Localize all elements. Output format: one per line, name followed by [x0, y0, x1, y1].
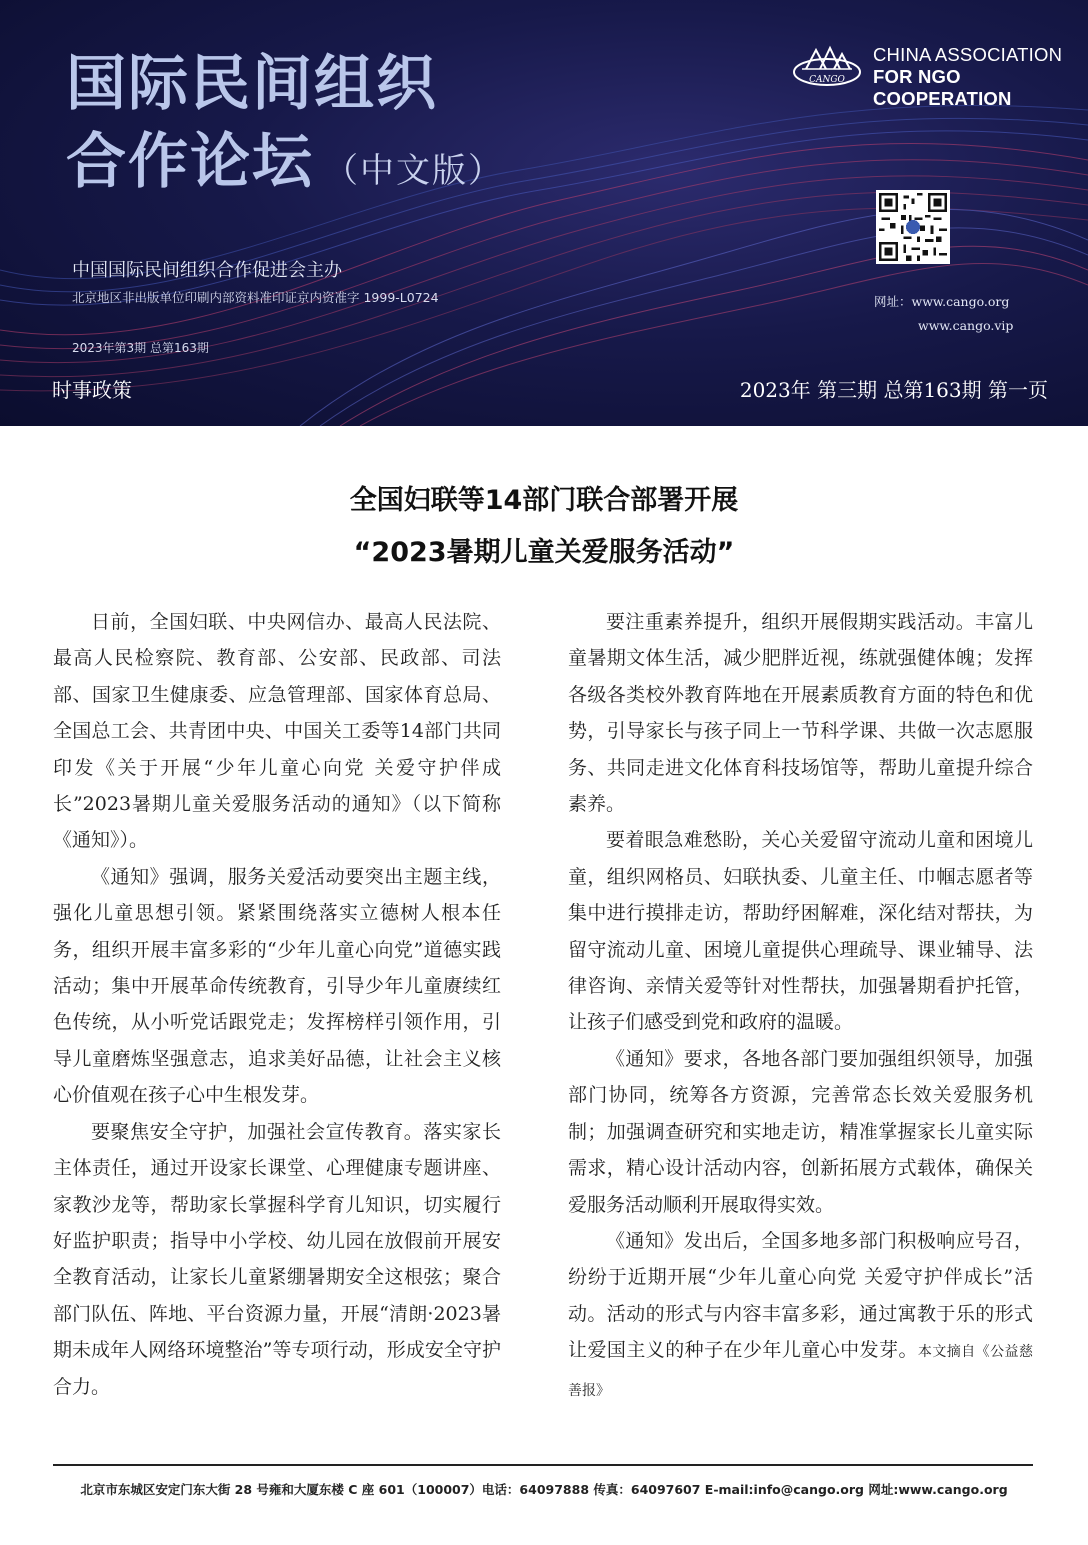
paragraph: 要聚焦安全守护，加强社会宣传教育。落实家长主体责任，通过开设家长课堂、心理健康专题讲座、家教沙龙等，帮助家长掌握科学育儿知识，切实履行好监护职责；指导中小学校、幼儿园在放假前开展安全教育活动，让家长儿童紧绷暑期安全这根弦；聚合部门队伍、阵地、平台资源力量，开展“清朗·2023暑期未成年人网络环境整治”等专项行动，形成安全守护合力。 — [53, 1120, 501, 1398]
website-line2[interactable]: www.cango.vip — [918, 318, 1014, 333]
paragraph: 《通知》强调，服务关爱活动要突出主题主线，强化儿童思想引领。紧紧围绕落实立德树人根本任务，组织开展丰富多彩的“少年儿童心向党”道德实践活动；集中开展革命传统教育，引导少年儿童赓续红色传统，从小听党话跟党走；发挥榜样引领作用，引导儿童磨炼坚强意志，追求美好品德，让社会主义核心价值观在孩子心中生根发芽。 — [53, 865, 501, 1107]
masthead-title-line2-text: 合作论坛 — [66, 127, 314, 197]
paragraph: 日前，全国妇联、中央网信办、最高人民法院、最高人民检察院、教育部、公安部、民政部、司法部、国家卫生健康委、应急管理部、国家体育总局、全国总工会、共青团中央、中国关工委等14部门共同印发《关于开展“少年儿童心向党 关爱守护伴成长”2023暑期儿童关爱服务活动的通知》（以下简称《通知》）。 — [53, 611, 501, 852]
paragraph-last-text: 《通知》发出后，全国多地多部门积极响应号召，纷纷于近期开展“少年儿童心向党 关爱守护伴成长”活动。活动的形式与内容丰富多彩，通过寓教于乐的形式让爱国主义的种子在少年儿童心中发芽。 — [568, 1229, 1033, 1362]
article-column-right — [568, 604, 1033, 1409]
website-line1[interactable]: 网址：www.cango.org — [874, 294, 1010, 309]
paragraph: 要着眼急难愁盼，关心关爱留守流动儿童和困境儿童，组织网格员、妇联执委、儿童主任、巾帼志愿者等集中进行摸排走访，帮助纾困解难，深化结对帮扶，为留守流动儿童、困境儿童提供心理疏导、课业辅导、法律咨询、亲情关爱等针对性帮扶，加强暑期看护托管，让孩子们感受到党和政府的温暖。 — [568, 829, 1033, 1034]
paragraph: 《通知》要求，各地各部门要加强组织领导，加强部门协同，统筹各方资源，完善常态长效关爱服务机制；加强调查研究和实地走访，精准掌握家长儿童实际需求，精心设计活动内容，创新拓展方式载体，确保关爱服务活动顺利开展取得实效。 — [568, 1047, 1033, 1216]
qr-code-icon[interactable] — [876, 190, 950, 264]
headline-line1: 全国妇联等14部门联合部署开展 — [349, 485, 739, 516]
issue-number-small: 2023年第3期 总第163期 — [72, 341, 209, 355]
masthead-title-line1: 国际民间组织 — [66, 49, 438, 119]
org-name-line1: CHINA ASSOCIATION — [873, 44, 1063, 65]
section-label: 时事政策 — [52, 378, 132, 402]
org-name-line2: FOR NGO COOPERATION — [873, 66, 1012, 109]
license-line: 北京地区非出版单位印刷内部资料准印证京内资准字 1999-L0724 — [72, 290, 439, 305]
sponsor-line: 中国国际民间组织合作促进会主办 — [72, 260, 342, 281]
masthead-banner — [0, 0, 1088, 426]
article-column-left — [53, 604, 501, 1405]
logo-text: CANGO — [809, 75, 845, 85]
org-name-english — [873, 44, 1088, 110]
edition-label: （中文版） — [324, 151, 504, 191]
source-note: 本文摘自《公益慈善报》 — [568, 1344, 1033, 1399]
cango-logo-icon — [792, 42, 862, 88]
paragraph: 要注重素养提升，组织开展假期实践活动。丰富儿童暑期文体生活，减少肥胖近视，练就强健体魄；发挥各级各类校外教育阵地在开展素质教育方面的特色和优势，引导家长与孩子同上一节科学课、共做一次志愿服务、共同走进文化体育科技场馆等，帮助儿童提升综合素养。 — [568, 611, 1033, 816]
headline-line2: “2023暑期儿童关爱服务活动” — [353, 537, 735, 568]
paragraph-last — [568, 1223, 1033, 1409]
footer-contact: 北京市东城区安定门东大街 28 号雍和大厦东楼 C 座 601（100007）电话：64097888 传真：64097607 E-mail:info@cango.org 网址:www.cango.org — [80, 1482, 1008, 1497]
masthead-title-line2 — [66, 127, 504, 197]
issue-info: 2023年 第三期 总第163期 第一页 — [739, 378, 1048, 402]
footer-divider — [53, 1464, 1033, 1466]
